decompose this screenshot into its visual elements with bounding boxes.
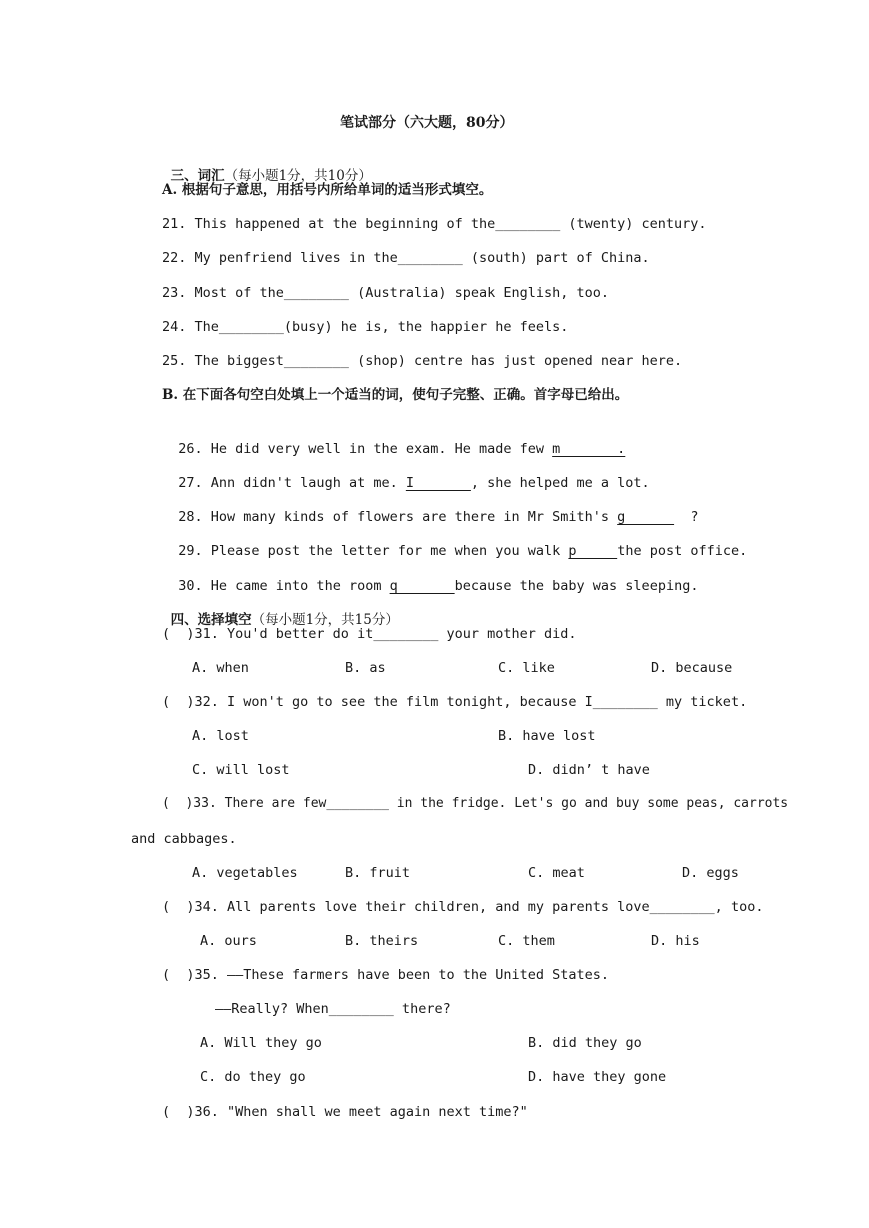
question-36: ( )36. "When shall we meet again next time?" — [162, 1104, 528, 1120]
question-35: ( )35. ——These farmers have been to the United States. — [162, 967, 610, 983]
question-30-text: 30. He came into the room — [178, 578, 390, 594]
question-34-option-d: D. his — [651, 933, 700, 949]
page-title: 笔试部分（六大题，80分） — [340, 115, 514, 131]
section-3-note: （每小题1分，共10分） — [224, 168, 372, 184]
section-3-label: 三、词汇 — [170, 168, 225, 184]
question-35-option-c: C. do they go — [200, 1069, 306, 1085]
question-27-blank: I — [405, 475, 471, 491]
question-29-text-end: the post office. — [617, 543, 748, 559]
question-21: 21. This happened at the beginning of the________ (twenty) century. — [162, 216, 707, 232]
question-35-option-d: D. have they gone — [528, 1069, 667, 1085]
question-27-text: 27. Ann didn't laugh at me. — [178, 475, 406, 491]
question-31-option-d: D. because — [651, 660, 733, 676]
question-33-option-b: B. fruit — [345, 865, 411, 881]
question-31-option-c: C. like — [498, 660, 555, 676]
question-28-text: 28. How many kinds of flowers are there in Mr Smith's — [178, 509, 618, 525]
question-30-text-end: because the baby was sleeping. — [454, 578, 699, 594]
question-33-continued: and cabbages. — [131, 831, 237, 847]
section-4-label: 四、选择填空 — [170, 612, 252, 628]
part-a-instruction: A. 根据句子意思，用括号内所给单词的适当形式填空。 — [162, 182, 493, 198]
question-33-option-a: A. vegetables — [192, 865, 298, 881]
question-34-option-b: B. theirs — [345, 933, 419, 949]
question-24: 24. The________(busy) he is, the happier he feels. — [162, 319, 569, 335]
question-32-option-d: D. didn’ t have — [528, 762, 650, 778]
question-31-option-a: A. when — [192, 660, 249, 676]
question-32: ( )32. I won't go to see the film tonight, because I________ my ticket. — [162, 694, 748, 710]
question-35-option-a: A. Will they go — [200, 1035, 322, 1051]
question-31-option-b: B. as — [345, 660, 386, 676]
question-23: 23. Most of the________ (Australia) speak English, too. — [162, 285, 610, 301]
question-30-blank: q — [389, 578, 455, 594]
question-28-blank: g — [617, 509, 675, 525]
question-35-reply: ——Really? When________ there? — [215, 1001, 451, 1017]
question-34: ( )34. All parents love their children, and my parents love________, too. — [162, 899, 764, 915]
question-29 — [162, 521, 747, 561]
question-33-option-c: C. meat — [528, 865, 585, 881]
question-27-text-end: , she helped me a lot. — [470, 475, 650, 491]
question-33-option-d: D. eggs — [682, 865, 739, 881]
question-32-option-b: B. have lost — [498, 728, 596, 744]
question-28-text-end: ? — [674, 509, 699, 525]
question-26-blank: m . — [552, 441, 626, 457]
question-25: 25. The biggest________ (shop) centre has just opened near here. — [162, 353, 683, 369]
question-29-text: 29. Please post the letter for me when you walk — [178, 543, 569, 559]
question-33: ( )33. There are few________ in the fridge. Let's go and buy some peas, carrots — [162, 796, 789, 811]
question-35-option-b: B. did they go — [528, 1035, 642, 1051]
question-34-option-c: C. them — [498, 933, 555, 949]
part-b-instruction: B. 在下面各句空白处填上一个适当的词，使句子完整、正确。首字母已给出。 — [162, 387, 629, 403]
question-32-option-a: A. lost — [192, 728, 249, 744]
question-29-blank: p — [568, 543, 618, 559]
question-34-option-a: A. ours — [200, 933, 257, 949]
question-26-text: 26. He did very well in the exam. He made few — [178, 441, 553, 457]
section-4-note: （每小题1分，共15分） — [251, 612, 399, 628]
question-32-option-c: C. will lost — [192, 762, 290, 778]
question-31: ( )31. You'd better do it________ your mother did. — [162, 626, 577, 642]
question-22: 22. My penfriend lives in the________ (south) part of China. — [162, 250, 650, 266]
